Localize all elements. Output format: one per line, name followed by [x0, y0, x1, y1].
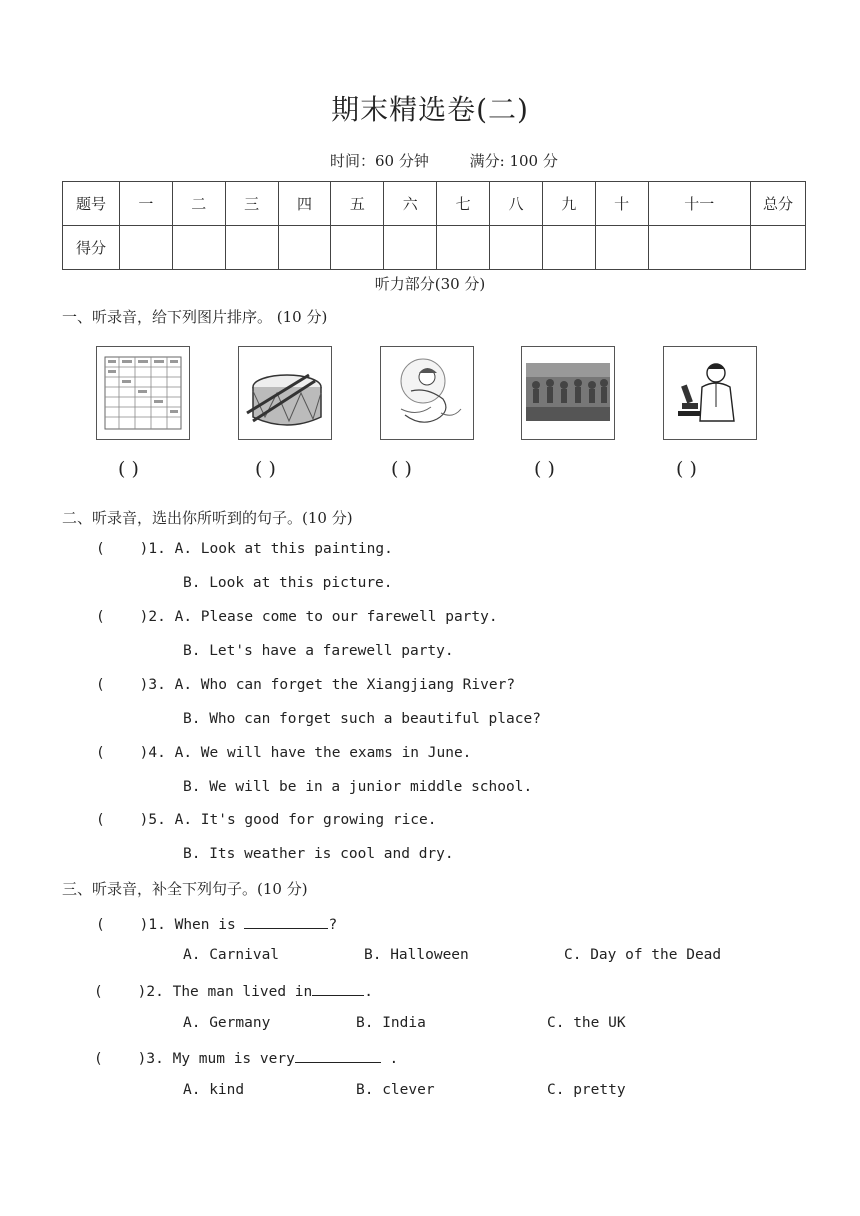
exam-meta: [330, 150, 594, 171]
q3-option-b: B. Halloween: [364, 947, 469, 963]
q1-answer-paren[interactable]: ( ): [534, 458, 555, 480]
chang-e-icon: [380, 346, 474, 440]
q2-item-number: 2.: [148, 609, 166, 625]
q3-item-2: ( )2. The man lived in .: [94, 981, 373, 1000]
score-header-cell: 四: [278, 182, 331, 226]
q3-stem-after: .: [380, 1051, 399, 1067]
score-header-cell: 总分: [751, 182, 806, 226]
page-title: 期末精选卷(二): [331, 93, 529, 126]
q2-option-b: B. Its weather is cool and dry.: [183, 846, 454, 862]
q3-option-a: A. Carnival: [183, 947, 280, 963]
score-cell[interactable]: [225, 226, 278, 270]
score-cell[interactable]: [120, 226, 173, 270]
score-cell[interactable]: [751, 226, 806, 270]
timetable-icon: [96, 346, 190, 440]
score-header-cell: 题号: [63, 182, 120, 226]
q3-option-b: B. clever: [356, 1082, 435, 1098]
q2-option-a: A. We will have the exams in June.: [174, 745, 472, 761]
q2-item-1-line-a: ( )1. A. Look at this painting.: [96, 541, 393, 557]
time-limit: 时间：60 分钟: [330, 152, 429, 170]
q2-option-a: A. Who can forget the Xiangjiang River?: [174, 677, 516, 693]
score-cell[interactable]: [384, 226, 437, 270]
q2-item-number: 1.: [148, 541, 166, 557]
score-header-cell: 七: [437, 182, 490, 226]
q2-item-number: 5.: [148, 812, 166, 828]
q3-item-number: 1.: [148, 917, 166, 933]
q2-option-b: B. Look at this picture.: [183, 575, 393, 591]
q1-heading: 一、听录音，给下列图片排序。 (10 分): [62, 308, 328, 326]
score-cell[interactable]: [172, 226, 225, 270]
q3-blank[interactable]: [295, 1048, 381, 1063]
full-score: 满分: 100 分: [469, 152, 558, 170]
score-header-cell: 三: [225, 182, 278, 226]
scientist-microscope-icon: [663, 346, 757, 440]
score-header-cell: 二: [172, 182, 225, 226]
score-cell[interactable]: [278, 226, 331, 270]
q2-option-b: B. Who can forget such a beautiful place?: [183, 711, 541, 727]
listening-section-label: 听力部分(30 分): [374, 275, 486, 293]
q3-option-a: A. kind: [183, 1082, 245, 1098]
score-header-cell: 五: [331, 182, 384, 226]
q2-option-b: B. We will be in a junior middle school.: [183, 779, 533, 795]
score-row-label: 得分: [63, 226, 120, 270]
q3-option-b: B. India: [356, 1015, 426, 1031]
score-cell[interactable]: [595, 226, 648, 270]
q2-option-b: B. Let's have a farewell party.: [183, 643, 454, 659]
score-header-cell: 八: [490, 182, 543, 226]
score-table-header-row: [63, 182, 806, 226]
q1-answer-paren[interactable]: ( ): [255, 458, 276, 480]
q2-item-4-line-a: ( )4. A. We will have the exams in June.: [96, 745, 472, 761]
score-cell[interactable]: [542, 226, 595, 270]
q3-option-a: A. Germany: [183, 1015, 271, 1031]
q2-heading: 二、听录音，选出你所听到的句子。(10 分): [62, 509, 353, 527]
terracotta-warriors-icon: [521, 346, 615, 440]
q3-stem-after: .: [364, 984, 374, 1000]
q2-item-number: 4.: [148, 745, 166, 761]
q3-stem-before: My mum is very: [172, 1051, 295, 1067]
score-header-cell: 十一: [648, 182, 750, 226]
q2-item-3-line-a: ( )3. A. Who can forget the Xiangjiang River?: [96, 677, 516, 693]
drum-icon: [238, 346, 332, 440]
score-header-cell: 十: [595, 182, 648, 226]
score-cell[interactable]: [437, 226, 490, 270]
q2-item-5-line-a: ( )5. A. It's good for growing rice.: [96, 812, 437, 828]
score-table-score-row: [63, 226, 806, 270]
q1-answer-paren[interactable]: ( ): [391, 458, 412, 480]
q3-item-3: ( )3. My mum is very .: [94, 1048, 398, 1067]
q3-option-c: C. the UK: [547, 1015, 626, 1031]
q3-item-number: 3.: [146, 1051, 164, 1067]
score-cell[interactable]: [648, 226, 750, 270]
q3-heading: 三、听录音，补全下列句子。(10 分): [62, 880, 308, 898]
q2-item-number: 3.: [148, 677, 166, 693]
score-table: [62, 181, 806, 270]
q3-option-c: C. pretty: [547, 1082, 626, 1098]
q3-item-1: ( )1. When is ?: [96, 914, 337, 933]
score-cell[interactable]: [490, 226, 543, 270]
q3-item-number: 2.: [146, 984, 164, 1000]
q2-item-2-line-a: ( )2. A. Please come to our farewell party.: [96, 609, 498, 625]
q3-blank[interactable]: [312, 981, 364, 996]
q3-stem-after: ?: [328, 917, 338, 933]
q3-blank[interactable]: [244, 914, 328, 929]
score-header-cell: 六: [384, 182, 437, 226]
q2-option-a: A. Look at this painting.: [174, 541, 393, 557]
q3-option-c: C. Day of the Dead: [564, 947, 722, 963]
q1-answer-paren[interactable]: ( ): [676, 458, 697, 480]
score-header-cell: 一: [120, 182, 173, 226]
score-cell[interactable]: [331, 226, 384, 270]
q2-option-a: A. Please come to our farewell party.: [174, 609, 498, 625]
q2-option-a: A. It's good for growing rice.: [174, 812, 437, 828]
score-header-cell: 九: [542, 182, 595, 226]
q3-stem-before: When is: [174, 917, 245, 933]
q3-stem-before: The man lived in: [172, 984, 313, 1000]
q1-answer-paren[interactable]: ( ): [118, 458, 139, 480]
